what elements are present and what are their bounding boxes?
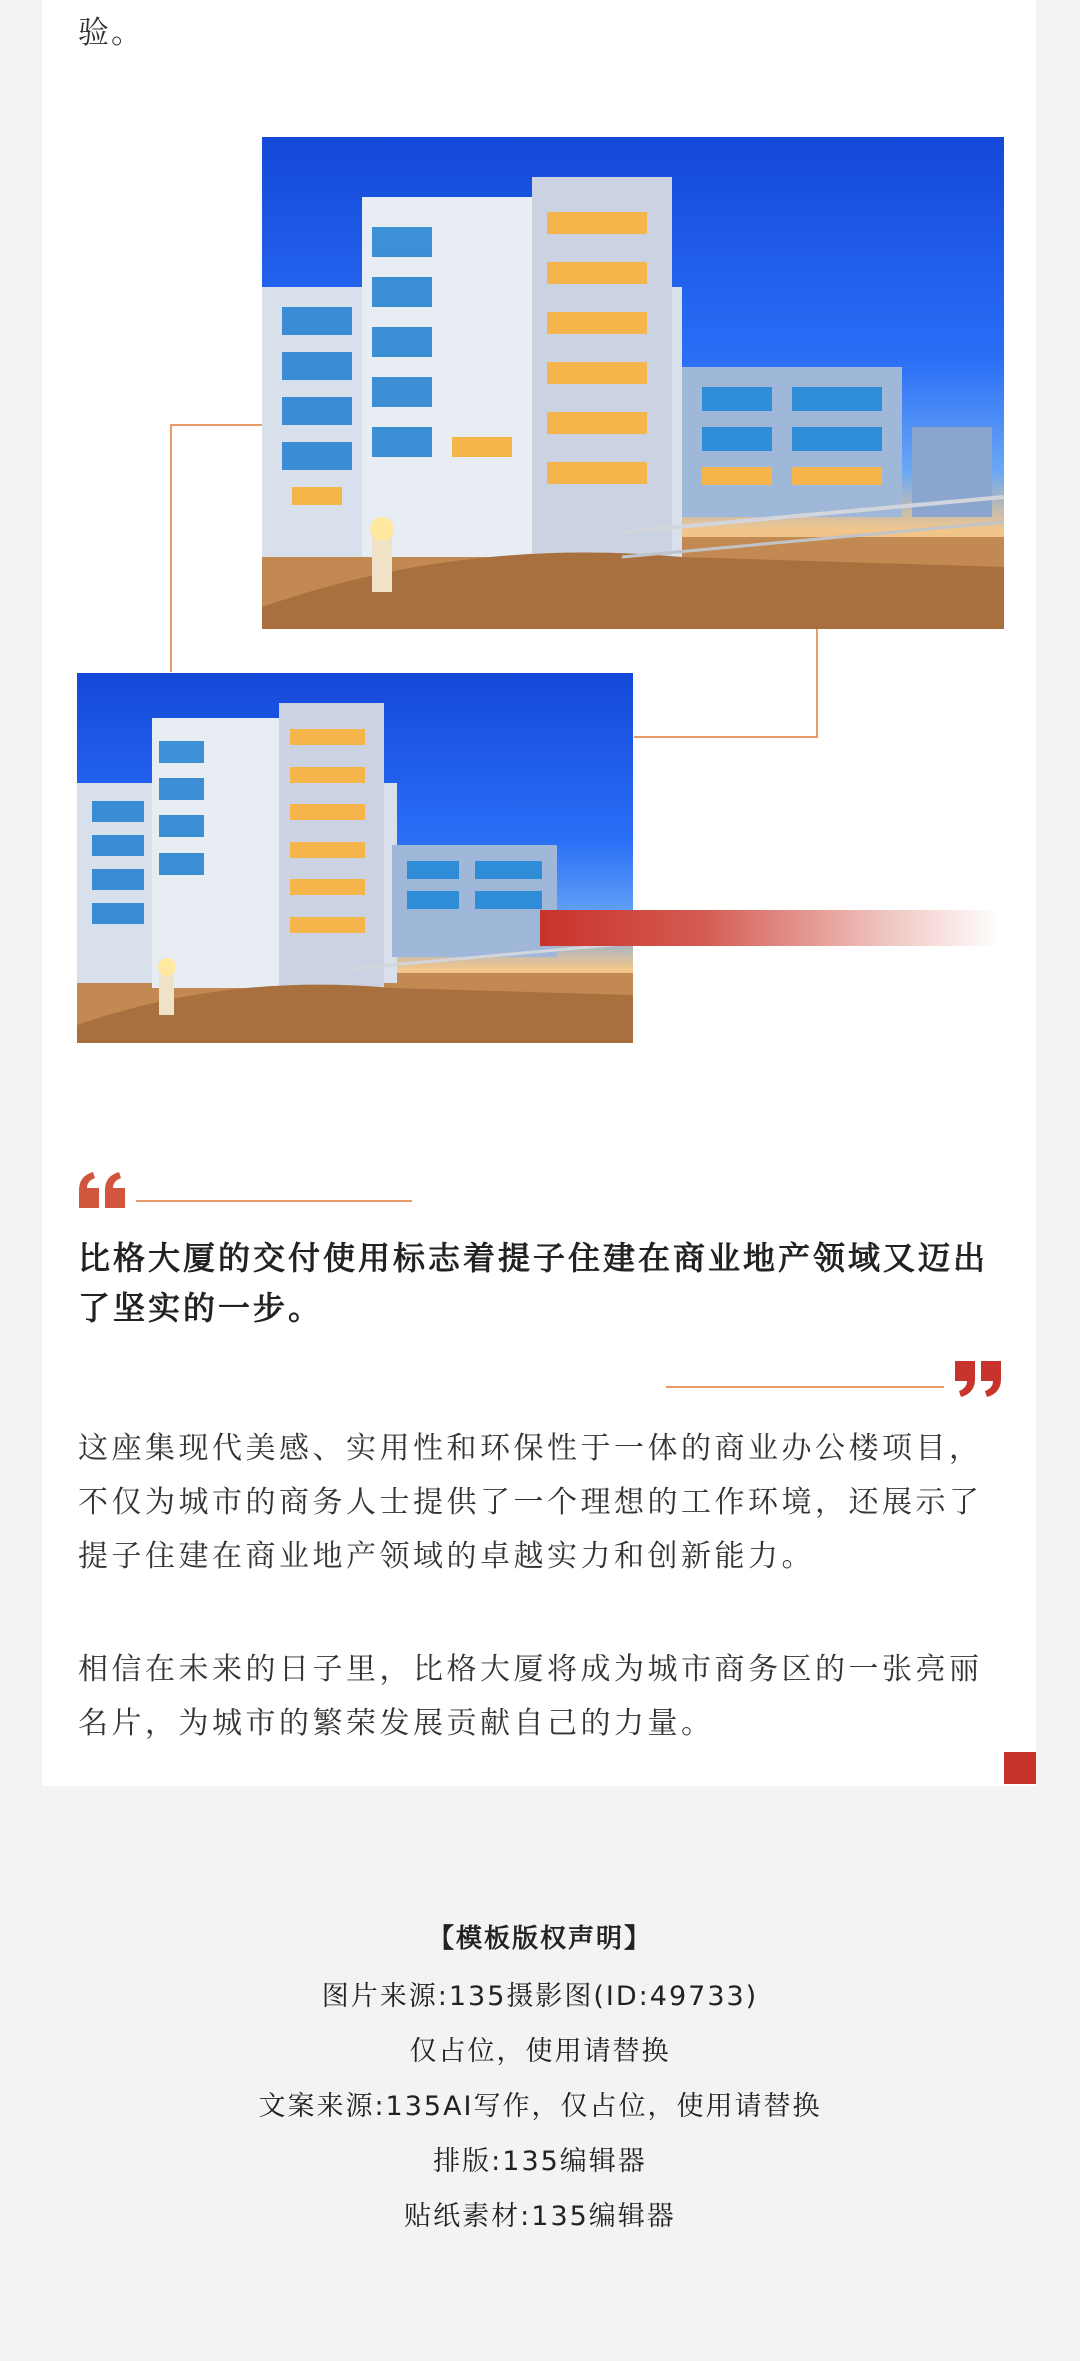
footer-sticker-credit: 贴纸素材:135编辑器 [404, 2201, 676, 2232]
connector-line-left-horizontal [170, 424, 262, 426]
body-paragraph-2: 相信在未来的日子里，比格大厦将成为城市商务区的一张亮丽名片，为城市的繁荣发展贡献自己的力量。 [78, 1652, 983, 1741]
quote-line-bottom [666, 1386, 944, 1388]
quote-line-top [136, 1200, 412, 1202]
connector-line-right-horizontal [634, 736, 818, 738]
close-quote-icon [953, 1361, 1003, 1397]
connector-line-right-vertical [816, 628, 818, 738]
building-photo-large [262, 137, 1004, 629]
connector-line-left-vertical [170, 424, 172, 672]
footer-image-source: 图片来源:135摄影图(ID:49733) [321, 1981, 759, 2012]
footer-layout-credit: 排版:135编辑器 [433, 2146, 647, 2177]
opening-text-tail: 验。 [78, 15, 144, 51]
body-paragraph-1: 这座集现代美感、实用性和环保性于一体的商业办公楼项目，不仅为城市的商务人士提供了一个理想的工作环境，还展示了提子住建在商业地产领域的卓越实力和创新能力。 [78, 1431, 983, 1574]
footer-placeholder-note: 仅占位，使用请替换 [409, 2036, 671, 2067]
open-quote-icon [77, 1172, 127, 1208]
copyright-title: 【模板版权声明】 [427, 1924, 652, 1954]
quote-text: 比格大厦的交付使用标志着提子住建在商业地产领域又迈出了坚实的一步。 [78, 1239, 989, 1327]
building-photo-small [77, 673, 633, 1043]
red-corner-square [1004, 1752, 1036, 1784]
footer-copy-source: 文案来源:135AI写作，仅占位，使用请替换 [258, 2091, 822, 2122]
red-gradient-bar [540, 910, 1000, 946]
